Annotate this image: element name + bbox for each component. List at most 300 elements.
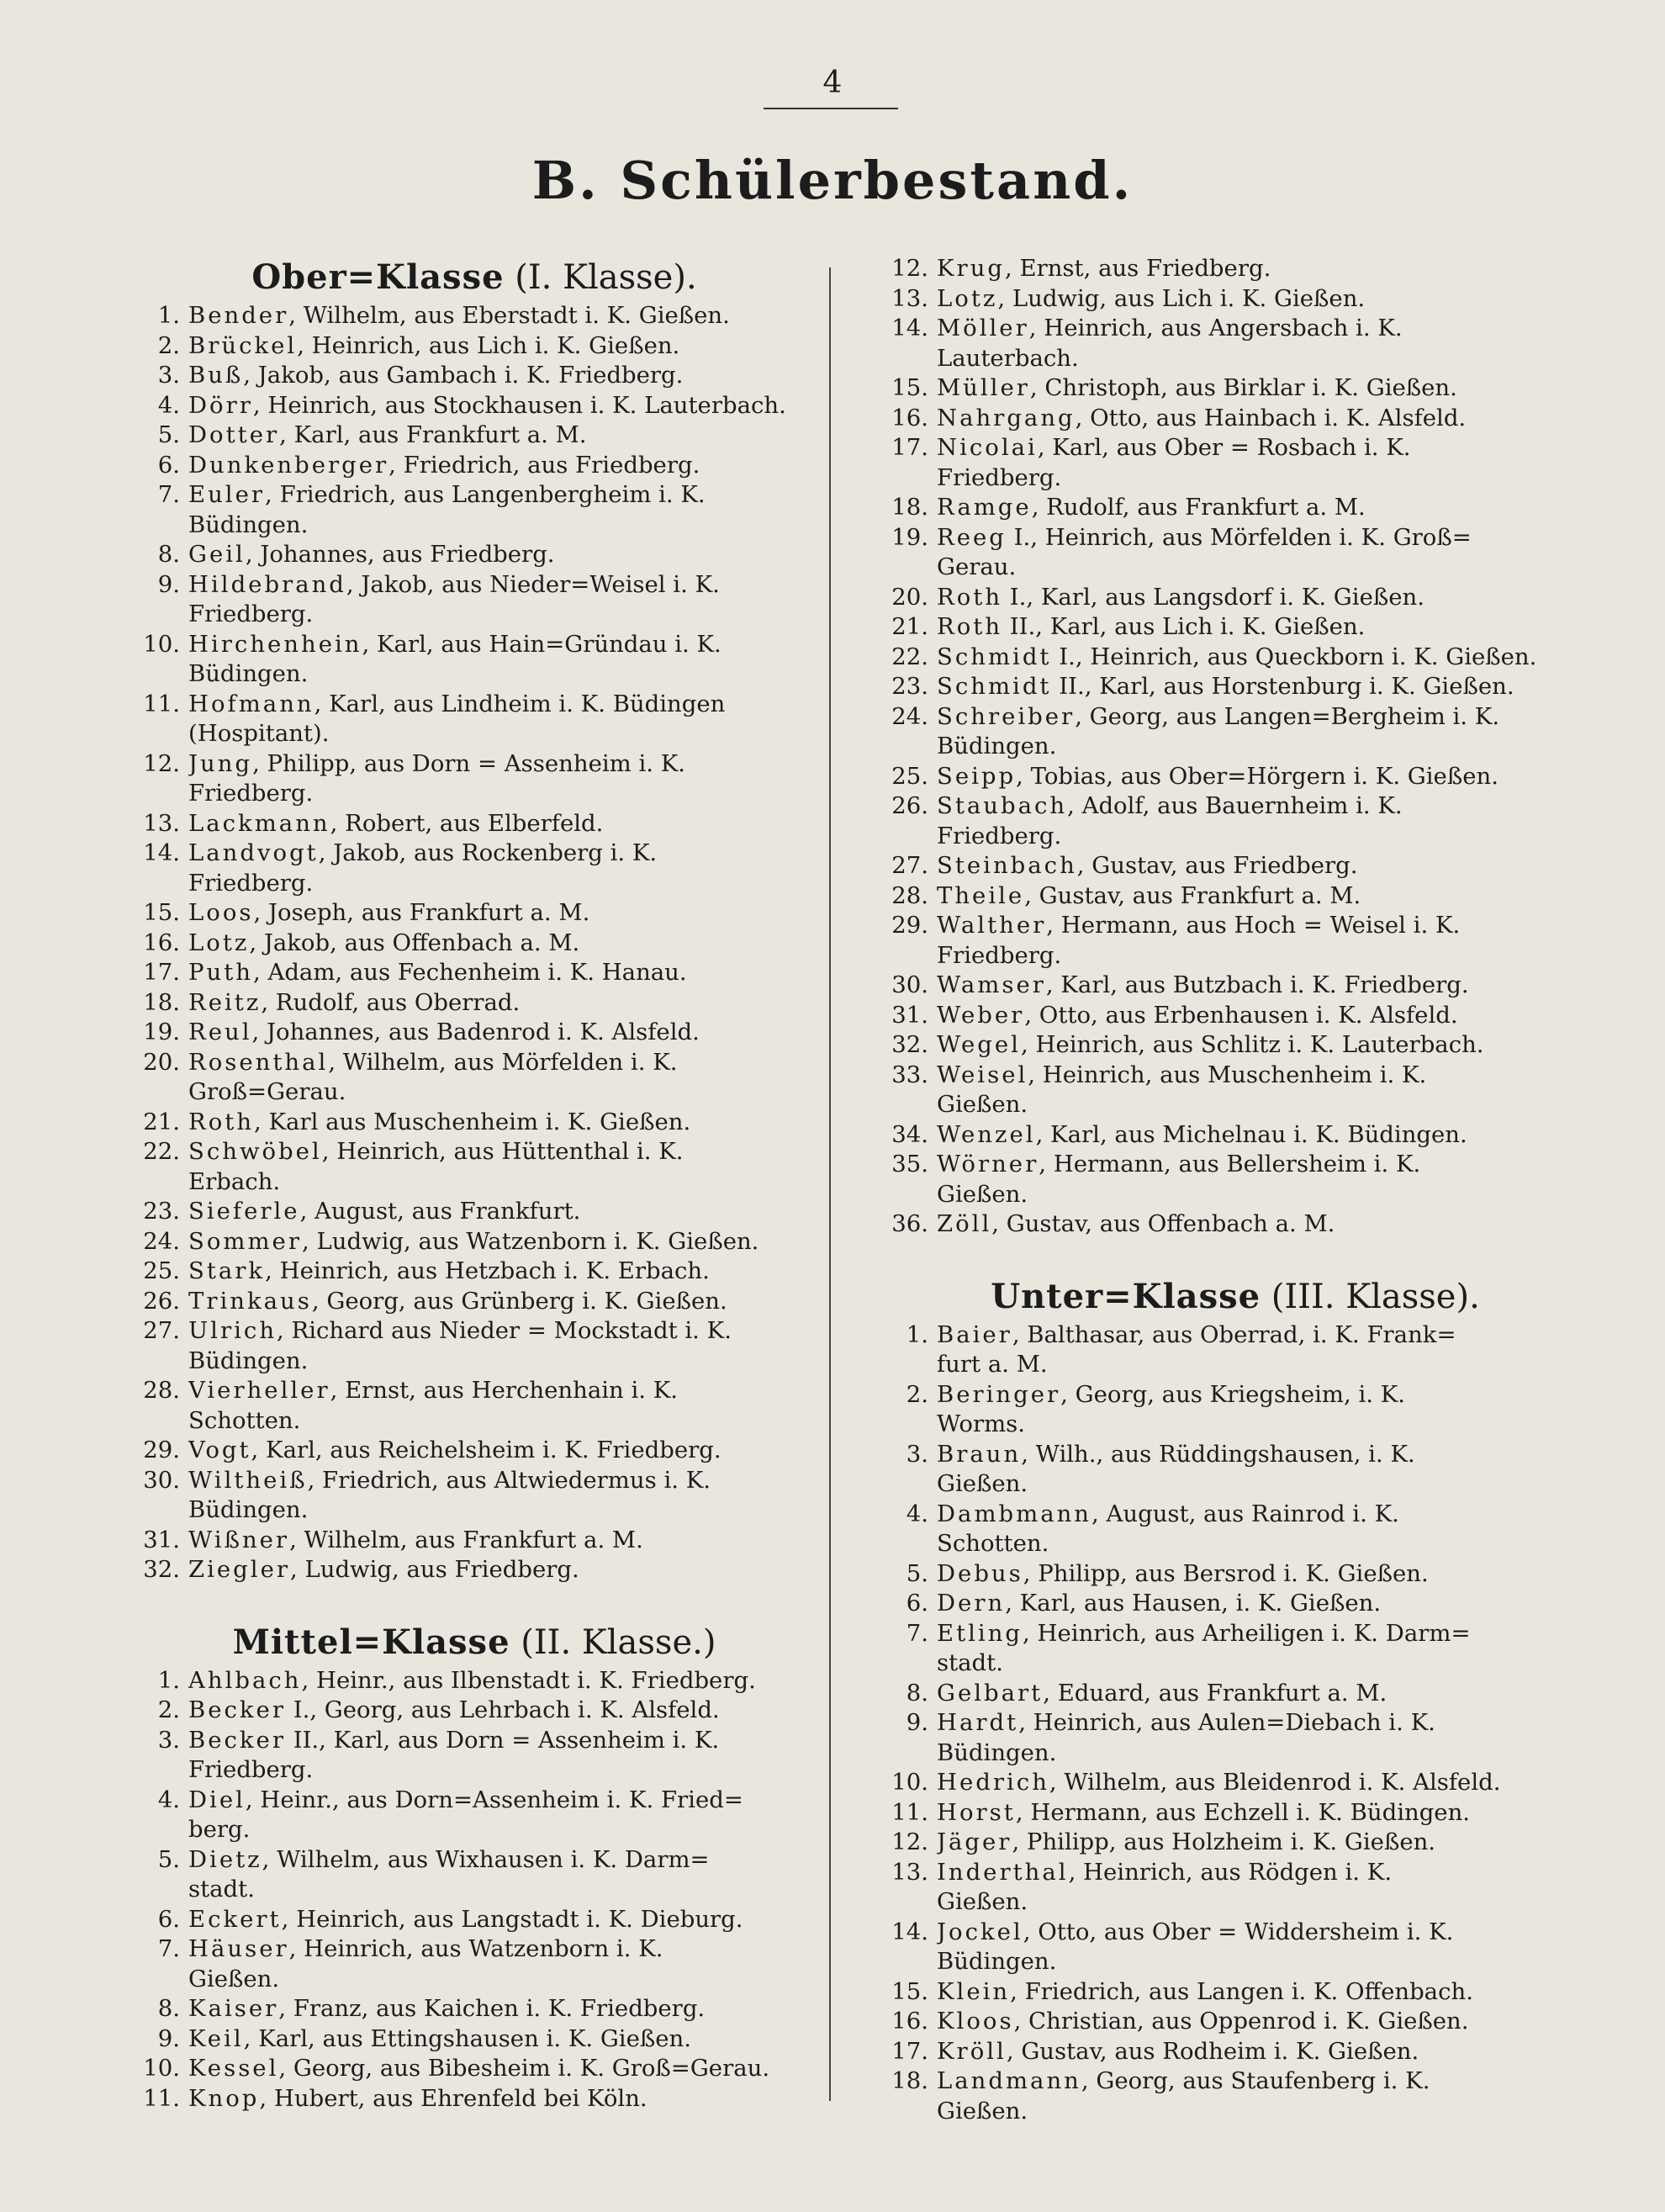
student-surname: Wegel <box>937 1031 1021 1058</box>
student-details: , Johannes, aus Badenrod i. K. Alsfeld. <box>251 1019 700 1045</box>
student-details: , Gustav, aus Offenbach a. M. <box>991 1210 1335 1237</box>
student-details: , Christoph, aus Birklar i. K. Gießen. <box>1029 374 1457 401</box>
student-entry <box>118 1526 797 1556</box>
student-surname: Baier <box>937 1320 1012 1348</box>
entry-number: 32. <box>143 1556 180 1583</box>
student-surname: Lotz <box>188 929 250 956</box>
student-details: , Hubert, aus Ehrenfeld bei Köln. <box>259 2084 648 2112</box>
entry-continuation: Gießen. <box>937 1180 1028 1208</box>
student-entry <box>118 421 797 451</box>
student-surname: Kessel <box>188 2055 279 2082</box>
entry-text <box>937 1918 1554 1948</box>
left-column <box>118 254 797 2114</box>
entry-number: 7. <box>157 481 180 508</box>
student-details: II., Karl, aus Lich i. K. Gießen. <box>1002 613 1366 640</box>
entry-continuation: Friedberg. <box>937 941 1062 969</box>
student-entry <box>866 1320 1554 1351</box>
entry-number: 2. <box>906 1380 928 1408</box>
student-surname: Eckert <box>188 1905 282 1933</box>
entry-number: 4. <box>157 1786 180 1813</box>
entry-number: 14. <box>891 1918 928 1945</box>
top-rule <box>764 108 898 109</box>
student-surname: Möller <box>937 315 1029 341</box>
student-surname: Loos <box>188 899 254 926</box>
student-entry <box>118 1994 797 2024</box>
entry-number: 17. <box>143 959 180 986</box>
entry-number: 15. <box>891 374 928 401</box>
entry-number: 29. <box>891 912 928 939</box>
student-surname: Reeg <box>937 523 1007 551</box>
page-title: B. Schülerbestand. <box>531 150 1134 211</box>
entry-number: 3. <box>157 1726 180 1754</box>
entry-text <box>937 1559 1554 1590</box>
student-surname: Zöll <box>937 1210 992 1237</box>
entry-number: 7. <box>157 1935 180 1962</box>
student-surname: Steinbach <box>937 852 1077 879</box>
entry-number: 2. <box>157 1696 180 1723</box>
entry-number: 31. <box>143 1526 180 1553</box>
student-details: , Otto, aus Hainbach i. K. Alsfeld. <box>1075 404 1467 431</box>
entry-text <box>188 2084 797 2114</box>
entry-text <box>188 1726 797 1756</box>
entry-text <box>188 1048 797 1078</box>
entry-text <box>937 851 1554 881</box>
student-surname: Knop <box>188 2084 260 2112</box>
entry-text <box>188 1666 797 1696</box>
entry-number: 30. <box>891 971 928 998</box>
entry-text <box>188 1227 797 1257</box>
entry-text <box>188 1526 797 1556</box>
student-details: , Wilhelm, aus Bleidenrod i. K. Alsfeld. <box>1049 1769 1501 1796</box>
student-surname: Landmann <box>937 2067 1081 2094</box>
student-surname: Vierheller <box>188 1377 330 1404</box>
student-details: , Hermann, aus Hoch = Weisel i. K. <box>1046 912 1461 939</box>
student-details: , Heinrich, aus Watzenborn i. K. <box>288 1935 663 1962</box>
entry-continuation: Friedberg. <box>188 780 314 807</box>
entry-text <box>937 762 1554 792</box>
entry-number: 24. <box>891 702 928 730</box>
student-details: , Friedrich, aus Langenbergheim i. K. <box>265 481 706 508</box>
student-entry <box>866 284 1554 315</box>
entry-number: 18. <box>891 494 928 521</box>
student-entry <box>118 630 797 660</box>
student-surname: Lotz <box>937 284 998 312</box>
student-details: , Karl, aus Michelnau i. K. Büdingen. <box>1035 1120 1467 1148</box>
student-details: , August, aus Frankfurt. <box>299 1198 581 1225</box>
student-surname: Dern <box>937 1590 1006 1617</box>
student-details: , Heinr., aus Dorn=Assenheim i. K. Fried= <box>245 1786 743 1813</box>
student-entry <box>118 809 797 839</box>
student-entry <box>866 1708 1554 1738</box>
mittel-klasse-list-left <box>118 1666 797 2114</box>
entry-number: 16. <box>891 2008 928 2035</box>
student-entry <box>118 361 797 391</box>
student-details: , Heinrich, aus Schlitz i. K. Lauterbach. <box>1020 1031 1484 1058</box>
entry-continuation: Friedberg. <box>937 463 1062 491</box>
entry-number: 10. <box>143 630 180 658</box>
student-entry <box>118 451 797 481</box>
student-entry <box>866 493 1554 523</box>
student-details: , Heinr., aus Ilbenstadt i. K. Friedberg. <box>301 1666 756 1694</box>
student-details: , Rudolf, aus Frankfurt a. M. <box>1031 494 1366 521</box>
student-details: , Jakob, aus Rockenberg i. K. <box>318 839 658 866</box>
student-details: , Karl, aus Reichelsheim i. K. Friedberg. <box>251 1437 722 1463</box>
entry-text <box>188 929 797 959</box>
student-surname: Brückel <box>188 331 298 359</box>
entry-text <box>188 1934 797 1965</box>
entry-number: 15. <box>891 1977 928 2005</box>
entry-continuation: Friedberg. <box>937 822 1062 849</box>
entry-number: 27. <box>143 1317 180 1344</box>
student-entry <box>118 1555 797 1585</box>
student-surname: Hardt <box>937 1709 1019 1736</box>
student-entry <box>118 1018 797 1048</box>
student-details: , Georg, aus Bibesheim i. K. Groß=Gerau. <box>278 2055 770 2082</box>
entry-text <box>188 1555 797 1585</box>
student-details: , Heinrich, aus Rödgen i. K. <box>1068 1858 1393 1886</box>
entry-text <box>188 451 797 481</box>
student-entry <box>118 391 797 421</box>
entry-continuation: Büdingen. <box>937 1948 1057 1975</box>
entry-number: 13. <box>143 809 180 837</box>
entry-text <box>188 2024 797 2055</box>
entry-text <box>188 1376 797 1406</box>
student-entry <box>118 570 797 601</box>
entry-number: 10. <box>891 1769 928 1796</box>
entry-number: 6. <box>906 1590 928 1617</box>
student-details: , Adolf, aus Bauernheim i. K. <box>1067 792 1403 819</box>
student-entry <box>118 749 797 780</box>
right-column <box>866 254 1554 2126</box>
student-surname: Schmidt <box>937 673 1052 700</box>
student-details: , Heinrich, aus Arheiligen i. K. Darm= <box>1023 1619 1471 1647</box>
entry-number: 8. <box>157 1995 180 2022</box>
student-entry <box>866 911 1554 941</box>
entry-text <box>937 284 1554 315</box>
student-surname: Roth <box>937 583 1003 611</box>
student-entry <box>866 1030 1554 1061</box>
entry-text <box>188 421 797 451</box>
entry-text <box>937 911 1554 941</box>
entry-text <box>937 1001 1554 1031</box>
student-details: , Karl, aus Hausen, i. K. Gießen. <box>1005 1590 1382 1617</box>
student-surname: Weisel <box>937 1061 1028 1088</box>
student-surname: Vogt <box>188 1437 251 1463</box>
student-entry <box>118 988 797 1019</box>
entry-text <box>188 391 797 421</box>
student-entry <box>118 331 797 362</box>
student-surname: Dörr <box>188 391 253 419</box>
entry-continuation: Friedberg. <box>188 869 314 897</box>
ober-klasse-subtitle: (I. Klasse). <box>504 258 697 297</box>
entry-number: 8. <box>906 1679 928 1707</box>
student-entry <box>866 1440 1554 1470</box>
entry-continuation: Gießen. <box>937 1470 1028 1497</box>
student-surname: Klein <box>937 1977 1011 2005</box>
student-entry <box>118 2084 797 2114</box>
entry-continuation: Lauterbach. <box>937 344 1079 372</box>
student-entry <box>866 1977 1554 2008</box>
entry-number: 16. <box>891 404 928 431</box>
entry-text <box>937 583 1554 613</box>
entry-number: 12. <box>891 255 928 282</box>
student-details: , August, aus Rainrod i. K. <box>1092 1500 1399 1527</box>
student-surname: Hedrich <box>937 1769 1049 1796</box>
entry-text <box>188 1257 797 1287</box>
entry-number: 14. <box>891 315 928 341</box>
student-details: , Heinrich, aus Hetzbach i. K. Erbach. <box>265 1257 710 1284</box>
entry-text <box>188 690 797 720</box>
entry-number: 30. <box>143 1466 180 1494</box>
student-surname: Ziegler <box>188 1556 290 1583</box>
entry-number: 22. <box>143 1138 180 1165</box>
student-entry <box>118 2024 797 2055</box>
entry-number: 29. <box>143 1437 180 1463</box>
student-entry <box>118 1227 797 1257</box>
unter-klasse-list <box>866 1320 1554 2127</box>
student-details: , Heinrich, aus Stockhausen i. K. Lauterbach. <box>252 391 786 419</box>
student-details: , Robert, aus Elberfeld. <box>330 809 604 837</box>
entry-continuation: Gießen. <box>937 1888 1028 1915</box>
student-surname: Kröll <box>937 2037 1007 2065</box>
student-entry <box>118 540 797 570</box>
student-details: , Heinrich, aus Aulen=Diebach i. K. <box>1018 1709 1435 1736</box>
student-surname: Wenzel <box>937 1120 1036 1148</box>
student-details: , Jakob, aus Gambach i. K. Friedberg. <box>243 362 684 389</box>
entry-continuation: stadt. <box>937 1649 1003 1676</box>
student-details: , Hermann, aus Bellersheim i. K. <box>1039 1151 1421 1177</box>
student-surname: Braun <box>937 1440 1022 1468</box>
student-surname: Hirchenhein <box>188 630 362 658</box>
student-details: , Gustav, aus Frankfurt a. M. <box>1024 881 1361 909</box>
entry-text <box>188 1436 797 1466</box>
student-entry <box>866 1120 1554 1151</box>
entry-text <box>937 1030 1554 1061</box>
entry-continuation: berg. <box>188 1816 251 1843</box>
student-details: , Christian, aus Oppenrod i. K. Gießen. <box>1013 2008 1469 2035</box>
student-surname: Ahlbach <box>188 1666 302 1694</box>
student-surname: Kaiser <box>188 1995 279 2022</box>
student-entry <box>866 762 1554 792</box>
student-details: I., Heinrich, aus Mörfelden i. K. Groß= <box>1006 523 1472 551</box>
entry-text <box>937 1977 1554 2008</box>
entry-continuation: Gießen. <box>937 2097 1028 2125</box>
entry-continuation: Friedberg. <box>188 1756 314 1783</box>
entry-continuation: Schotten. <box>937 1530 1049 1557</box>
unter-klasse-heading <box>866 1273 1554 1320</box>
student-details: , Karl, aus Hain=Gründau i. K. <box>362 630 722 658</box>
student-details: , Heinrich, aus Langstadt i. K. Dieburg. <box>281 1905 743 1933</box>
entry-number: 1. <box>906 1320 928 1348</box>
student-entry <box>866 881 1554 912</box>
student-surname: Weber <box>937 1001 1025 1029</box>
student-details: , Friedrich, aus Altwiedermus i. K. <box>307 1466 711 1494</box>
entry-text <box>188 331 797 362</box>
entry-number: 23. <box>143 1198 180 1225</box>
student-entry <box>118 1316 797 1347</box>
student-surname: Roth <box>937 613 1003 640</box>
student-details: , Wilhelm, aus Frankfurt a. M. <box>289 1526 643 1553</box>
student-surname: Wißner <box>188 1526 290 1553</box>
entry-number: 24. <box>143 1227 180 1255</box>
entry-text <box>188 1696 797 1726</box>
entry-number: 10. <box>143 2055 180 2082</box>
entry-number: 26. <box>143 1287 180 1315</box>
student-entry <box>866 1858 1554 1888</box>
entry-number: 4. <box>157 391 180 419</box>
student-surname: Reul <box>188 1019 252 1045</box>
student-entry <box>118 1197 797 1227</box>
entry-number: 19. <box>891 523 928 551</box>
student-entry <box>118 1934 797 1965</box>
student-surname: Landvogt <box>188 839 319 866</box>
student-surname: Müller <box>937 374 1030 401</box>
student-surname: Becker <box>188 1696 286 1723</box>
entry-number: 13. <box>891 284 928 312</box>
student-surname: Wiltheiß <box>188 1466 308 1494</box>
entry-number: 32. <box>891 1031 928 1058</box>
student-details: , Georg, aus Kriegsheim, i. K. <box>1060 1380 1406 1408</box>
entry-text <box>188 1316 797 1347</box>
entry-number: 9. <box>157 570 180 598</box>
student-surname: Schreiber <box>937 702 1076 730</box>
entry-number: 21. <box>891 613 928 640</box>
page-number: 4 <box>822 66 843 100</box>
entry-number: 28. <box>143 1377 180 1404</box>
entry-number: 7. <box>906 1619 928 1647</box>
student-surname: Horst <box>937 1798 1016 1826</box>
student-details: , Friedrich, aus Friedberg. <box>388 451 700 479</box>
entry-number: 17. <box>891 434 928 461</box>
student-entry <box>118 958 797 988</box>
entry-text <box>937 702 1554 733</box>
student-surname: Rosenthal <box>188 1048 329 1076</box>
entry-text <box>188 839 797 869</box>
entry-text <box>937 1120 1554 1151</box>
student-details: , Wilhelm, aus Eberstadt i. K. Gießen. <box>288 302 730 329</box>
student-details: , Hermann, aus Echzell i. K. Büdingen. <box>1015 1798 1471 1826</box>
student-entry <box>866 702 1554 733</box>
entry-text <box>937 1061 1554 1091</box>
entry-text <box>188 1786 797 1816</box>
entry-text <box>188 988 797 1019</box>
student-entry <box>866 523 1554 553</box>
student-entry <box>118 1257 797 1287</box>
student-entry <box>866 971 1554 1001</box>
entry-text <box>937 254 1554 284</box>
entry-number: 16. <box>143 929 180 956</box>
entry-text <box>188 898 797 929</box>
student-surname: Ramge <box>937 494 1032 521</box>
entry-continuation: Büdingen. <box>937 733 1057 759</box>
student-surname: Puth <box>188 959 253 986</box>
student-surname: Trinkaus <box>188 1287 312 1315</box>
entry-number: 33. <box>891 1061 928 1088</box>
student-surname: Dietz <box>188 1845 262 1873</box>
entry-number: 22. <box>891 643 928 670</box>
entry-text <box>188 958 797 988</box>
student-entry <box>866 1061 1554 1091</box>
student-entry <box>118 1905 797 1935</box>
student-surname: Etling <box>937 1619 1023 1647</box>
entry-text <box>937 1440 1554 1470</box>
student-details: , Heinrich, aus Muschenheim i. K. <box>1028 1061 1427 1088</box>
entry-text <box>937 1209 1554 1240</box>
entry-text <box>937 2037 1554 2067</box>
entry-text <box>937 881 1554 912</box>
student-entry <box>866 1150 1554 1180</box>
student-entry <box>118 898 797 929</box>
entry-number: 26. <box>891 792 928 819</box>
entry-number: 2. <box>157 331 180 359</box>
student-details: , Otto, aus Ober = Widdersheim i. K. <box>1023 1918 1454 1945</box>
student-surname: Stark <box>188 1257 266 1284</box>
student-entry <box>118 1845 797 1876</box>
student-entry <box>866 433 1554 463</box>
student-surname: Beringer <box>937 1380 1061 1408</box>
student-details: , Heinrich, aus Angersbach i. K. <box>1028 315 1403 341</box>
student-entry <box>866 1828 1554 1858</box>
entry-continuation: Büdingen. <box>188 511 309 538</box>
entry-number: 1. <box>157 1666 180 1694</box>
mittel-klasse-list-right <box>866 254 1554 1240</box>
student-entry <box>866 2037 1554 2067</box>
student-details: , Franz, aus Kaichen i. K. Friedberg. <box>278 1995 706 2022</box>
entry-number: 9. <box>906 1709 928 1736</box>
student-entry <box>866 643 1554 673</box>
student-details: , Tobias, aus Ober=Hörgern i. K. Gießen. <box>1016 762 1498 790</box>
student-details: , Georg, aus Langen=Bergheim i. K. <box>1075 702 1500 730</box>
student-surname: Hofmann <box>188 690 314 717</box>
student-entry <box>118 1048 797 1078</box>
student-surname: Gelbart <box>937 1679 1044 1707</box>
student-surname: Sommer <box>188 1227 302 1255</box>
student-entry <box>118 480 797 511</box>
entry-continuation: stadt. <box>188 1876 255 1902</box>
student-surname: Jung <box>188 749 253 777</box>
student-surname: Geil <box>188 541 246 568</box>
entry-number: 20. <box>143 1048 180 1076</box>
entry-continuation: Büdingen. <box>188 1347 309 1374</box>
entry-number: 15. <box>143 899 180 926</box>
student-surname: Kloos <box>937 2008 1014 2035</box>
student-entry <box>866 791 1554 822</box>
student-entry <box>118 839 797 869</box>
entry-continuation: Worms. <box>937 1410 1026 1437</box>
student-entry <box>866 314 1554 344</box>
entry-number: 5. <box>906 1559 928 1587</box>
ober-klasse-list <box>118 301 797 1585</box>
student-surname: Diel <box>188 1786 246 1813</box>
entry-number: 36. <box>891 1210 928 1237</box>
student-details: , Ernst, aus Friedberg. <box>1005 255 1271 282</box>
ober-klasse-heading <box>118 254 797 301</box>
student-details: , Friedrich, aus Langen i. K. Offenbach. <box>1010 1977 1473 2005</box>
student-entry <box>866 1001 1554 1031</box>
entry-text <box>937 1619 1554 1649</box>
student-entry <box>866 1559 1554 1590</box>
student-entry <box>866 2007 1554 2037</box>
entry-number: 6. <box>157 1905 180 1933</box>
entry-text <box>937 493 1554 523</box>
student-details: , Otto, aus Erbenhausen i. K. Alsfeld. <box>1024 1001 1458 1029</box>
entry-continuation: Friedberg. <box>188 601 314 627</box>
mittel-klasse-heading <box>118 1619 797 1666</box>
entry-text <box>188 809 797 839</box>
student-details: , Philipp, aus Bersrod i. K. Gießen. <box>1023 1559 1429 1587</box>
student-entry <box>866 1589 1554 1619</box>
entry-text <box>937 2007 1554 2037</box>
